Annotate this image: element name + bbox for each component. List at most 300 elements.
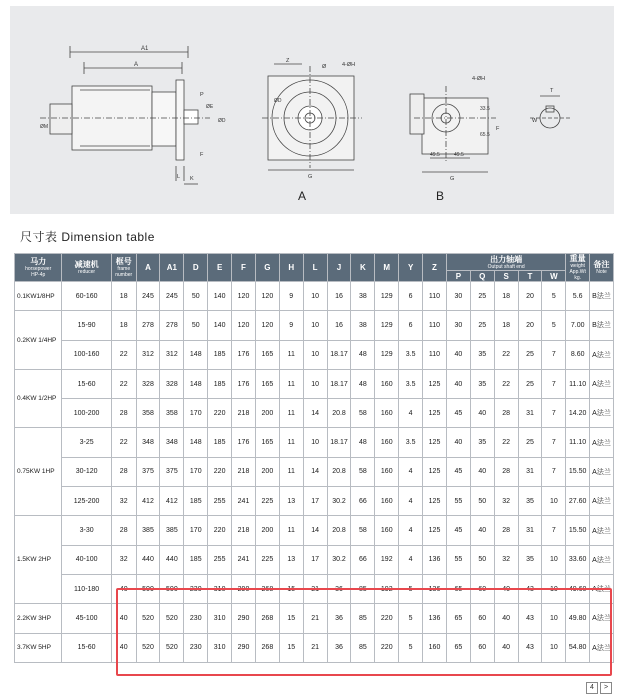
value-cell: 50 xyxy=(184,311,208,340)
col-header-h: H xyxy=(279,254,303,282)
value-cell: 22 xyxy=(494,369,518,398)
value-cell: 165 xyxy=(255,369,279,398)
horsepower-cell: 0.1KW1/8HP xyxy=(15,282,62,311)
dimension-table-wrapper xyxy=(14,253,614,663)
value-cell: 160 xyxy=(375,428,399,457)
table-row xyxy=(15,487,614,516)
frame-cell: 22 xyxy=(111,369,136,398)
value-cell: 14.20 xyxy=(566,399,590,428)
view-label-a: A xyxy=(298,189,307,203)
value-cell: 192 xyxy=(375,574,399,603)
value-cell: 10 xyxy=(542,574,566,603)
value-cell: 25 xyxy=(470,311,494,340)
dim-d: ØD xyxy=(218,118,226,124)
value-cell: 230 xyxy=(184,574,208,603)
note-en: Note xyxy=(596,269,607,275)
col-header-j: J xyxy=(327,254,351,282)
col-header-output-shaft xyxy=(446,254,565,271)
value-cell: 160 xyxy=(375,399,399,428)
value-cell: 13 xyxy=(279,487,303,516)
table-row xyxy=(15,282,614,311)
table-row xyxy=(15,428,614,457)
value-cell: 500 xyxy=(136,574,160,603)
value-cell: 13 xyxy=(279,545,303,574)
value-cell: 25 xyxy=(518,340,542,369)
value-cell: 225 xyxy=(255,487,279,516)
note-cn: 备注 xyxy=(593,260,610,269)
value-cell: 328 xyxy=(136,369,160,398)
value-cell: 7 xyxy=(542,428,566,457)
value-cell: 15.50 xyxy=(566,516,590,545)
value-cell: 200 xyxy=(255,399,279,428)
value-cell: 85 xyxy=(351,604,375,633)
value-cell: B法兰 xyxy=(590,311,614,340)
value-cell: 15 xyxy=(279,604,303,633)
value-cell: 129 xyxy=(375,311,399,340)
col-header-s: S xyxy=(494,271,518,282)
value-cell: 30 xyxy=(446,311,470,340)
value-cell: 21 xyxy=(303,633,327,662)
value-cell: 170 xyxy=(184,457,208,486)
value-cell: 35 xyxy=(518,545,542,574)
value-cell: 4 xyxy=(399,457,423,486)
value-cell: 310 xyxy=(208,633,232,662)
reducer-cell: 45-100 xyxy=(62,604,111,633)
table-row xyxy=(15,633,614,662)
value-cell: 40 xyxy=(470,399,494,428)
value-cell: 110 xyxy=(423,311,447,340)
value-cell: 10 xyxy=(542,604,566,633)
value-cell: 45 xyxy=(446,399,470,428)
value-cell: 290 xyxy=(232,574,256,603)
value-cell: 4 xyxy=(399,545,423,574)
value-cell: 40 xyxy=(446,369,470,398)
value-cell: 18.17 xyxy=(327,428,351,457)
value-cell: 500 xyxy=(160,574,184,603)
value-cell: 38 xyxy=(351,282,375,311)
value-cell: 218 xyxy=(232,516,256,545)
value-cell: 185 xyxy=(208,428,232,457)
value-cell: 125 xyxy=(423,457,447,486)
value-cell: B法兰 xyxy=(590,282,614,311)
value-cell: 7 xyxy=(542,516,566,545)
value-cell: 312 xyxy=(160,340,184,369)
value-cell: 9 xyxy=(279,311,303,340)
value-cell: 10 xyxy=(303,311,327,340)
dim-49-5-left: 49.5 xyxy=(430,152,440,158)
value-cell: 17 xyxy=(303,487,327,516)
value-cell: 32 xyxy=(494,487,518,516)
value-cell: 35 xyxy=(470,369,494,398)
value-cell: 16 xyxy=(327,282,351,311)
value-cell: 66 xyxy=(351,545,375,574)
value-cell: 25 xyxy=(518,428,542,457)
reducer-cell: 110-180 xyxy=(62,574,111,603)
drawing-svg xyxy=(10,6,614,214)
value-cell: 58 xyxy=(351,516,375,545)
reducer-cell: 125-200 xyxy=(62,487,111,516)
value-cell: 40 xyxy=(470,457,494,486)
value-cell: 310 xyxy=(208,604,232,633)
col-header-e: E xyxy=(208,254,232,282)
value-cell: 16 xyxy=(327,311,351,340)
horsepower-unit: HP-4p xyxy=(31,272,46,278)
value-cell: 11 xyxy=(279,457,303,486)
value-cell: 520 xyxy=(160,633,184,662)
dim-f: F xyxy=(200,152,204,158)
value-cell: 22 xyxy=(494,340,518,369)
col-header-k: K xyxy=(351,254,375,282)
value-cell: 43 xyxy=(518,604,542,633)
dim-m: ØM xyxy=(40,124,49,130)
dim-e: ØE xyxy=(206,104,214,110)
value-cell: 40 xyxy=(494,633,518,662)
value-cell: A法兰 xyxy=(590,574,614,603)
value-cell: 10 xyxy=(303,369,327,398)
value-cell: 278 xyxy=(160,311,184,340)
value-cell: 375 xyxy=(160,457,184,486)
value-cell: 9 xyxy=(279,282,303,311)
col-header-note xyxy=(590,254,614,282)
value-cell: 200 xyxy=(255,457,279,486)
value-cell: 358 xyxy=(136,399,160,428)
col-header-g: G xyxy=(255,254,279,282)
value-cell: 185 xyxy=(208,340,232,369)
next-page-button[interactable]: > xyxy=(600,682,612,694)
value-cell: 278 xyxy=(136,311,160,340)
value-cell: 50 xyxy=(470,487,494,516)
value-cell: 38 xyxy=(351,311,375,340)
frame-cell: 18 xyxy=(111,311,136,340)
view-label-b: B xyxy=(436,189,445,203)
value-cell: 55 xyxy=(446,487,470,516)
value-cell: 65 xyxy=(446,574,470,603)
value-cell: 125 xyxy=(423,369,447,398)
col-header-t: T xyxy=(518,271,542,282)
col-header-q: Q xyxy=(470,271,494,282)
value-cell: 220 xyxy=(208,399,232,428)
reducer-cell: 60-160 xyxy=(62,282,111,311)
col-header-horsepower xyxy=(15,254,62,282)
value-cell: 11 xyxy=(279,399,303,428)
value-cell: 3.5 xyxy=(399,369,423,398)
value-cell: 165 xyxy=(255,428,279,457)
value-cell: A法兰 xyxy=(590,369,614,398)
value-cell: 14 xyxy=(303,457,327,486)
flange-face-a xyxy=(262,64,362,170)
value-cell: 185 xyxy=(208,369,232,398)
frame-cell: 32 xyxy=(111,545,136,574)
value-cell: 20.8 xyxy=(327,457,351,486)
value-cell: 35 xyxy=(518,487,542,516)
value-cell: 5.6 xyxy=(566,282,590,311)
col-header-w: W xyxy=(542,271,566,282)
value-cell: 290 xyxy=(232,633,256,662)
value-cell: 125 xyxy=(423,487,447,516)
value-cell: 27.60 xyxy=(566,487,590,516)
value-cell: 58 xyxy=(351,399,375,428)
col-header-m: M xyxy=(375,254,399,282)
dimension-table xyxy=(14,253,614,663)
value-cell: 10 xyxy=(542,487,566,516)
value-cell: 60 xyxy=(470,633,494,662)
frame-cell: 22 xyxy=(111,428,136,457)
value-cell: 11 xyxy=(279,428,303,457)
value-cell: 28 xyxy=(494,457,518,486)
table-row xyxy=(15,574,614,603)
value-cell: 165 xyxy=(255,340,279,369)
value-cell: 218 xyxy=(232,457,256,486)
horsepower-cell: 0.75KW 1HP xyxy=(15,428,62,516)
value-cell: 43 xyxy=(518,574,542,603)
value-cell: 5 xyxy=(542,311,566,340)
value-cell: 36 xyxy=(327,633,351,662)
value-cell: 412 xyxy=(136,487,160,516)
dim-f-b: F xyxy=(496,126,500,132)
value-cell: 30 xyxy=(446,282,470,311)
dim-4h-a: 4-ØH xyxy=(342,62,356,68)
value-cell: 15 xyxy=(279,633,303,662)
dim-a: A xyxy=(134,62,139,68)
table-row xyxy=(15,604,614,633)
value-cell: 5 xyxy=(399,604,423,633)
value-cell: 125 xyxy=(423,399,447,428)
reducer-en: reducer xyxy=(78,269,96,275)
value-cell: 20 xyxy=(518,311,542,340)
value-cell: 22 xyxy=(494,428,518,457)
value-cell: 241 xyxy=(232,545,256,574)
value-cell: 268 xyxy=(255,574,279,603)
value-cell: 48 xyxy=(351,369,375,398)
reducer-cell: 3-30 xyxy=(62,516,111,545)
value-cell: 176 xyxy=(232,369,256,398)
dim-33-5: 33.5 xyxy=(480,106,490,112)
reducer-cell: 15-90 xyxy=(62,311,111,340)
value-cell: 20.8 xyxy=(327,399,351,428)
value-cell: A法兰 xyxy=(590,604,614,633)
value-cell: 4 xyxy=(399,487,423,516)
value-cell: 7 xyxy=(542,399,566,428)
value-cell: 255 xyxy=(208,545,232,574)
col-header-y: Y xyxy=(399,254,423,282)
value-cell: 6 xyxy=(399,282,423,311)
value-cell: 17 xyxy=(303,545,327,574)
dim-z: Z xyxy=(286,58,290,64)
value-cell: 31 xyxy=(518,516,542,545)
dim-g-b: G xyxy=(450,176,455,182)
value-cell: 11 xyxy=(279,369,303,398)
weight-en: weight App.Wt kg. xyxy=(569,263,586,281)
value-cell: 35 xyxy=(470,340,494,369)
value-cell: 49.80 xyxy=(566,604,590,633)
value-cell: 50 xyxy=(470,545,494,574)
col-header-p: P xyxy=(446,271,470,282)
page-number[interactable]: 4 xyxy=(586,682,598,694)
value-cell: 48 xyxy=(351,428,375,457)
horsepower-cn: 马力 xyxy=(30,257,47,266)
value-cell: 136 xyxy=(423,604,447,633)
value-cell: 110 xyxy=(423,340,447,369)
frame-cell: 18 xyxy=(111,282,136,311)
dim-w: W xyxy=(532,118,538,124)
output-cn: 出力轴端 xyxy=(490,254,523,264)
value-cell: 6 xyxy=(399,311,423,340)
value-cell: 40 xyxy=(494,574,518,603)
value-cell: 45 xyxy=(446,457,470,486)
value-cell: 200 xyxy=(255,516,279,545)
value-cell: 7 xyxy=(542,340,566,369)
value-cell: A法兰 xyxy=(590,633,614,662)
value-cell: 18.17 xyxy=(327,369,351,398)
value-cell: 35 xyxy=(470,428,494,457)
value-cell: 170 xyxy=(184,399,208,428)
pager xyxy=(586,682,612,694)
value-cell: 129 xyxy=(375,340,399,369)
value-cell: 21 xyxy=(303,604,327,633)
value-cell: 176 xyxy=(232,340,256,369)
value-cell: A法兰 xyxy=(590,516,614,545)
value-cell: 18 xyxy=(494,311,518,340)
value-cell: 48 xyxy=(351,340,375,369)
value-cell: 220 xyxy=(208,516,232,545)
value-cell: 268 xyxy=(255,604,279,633)
value-cell: 385 xyxy=(160,516,184,545)
value-cell: 412 xyxy=(160,487,184,516)
value-cell: 45 xyxy=(446,516,470,545)
col-header-d: D xyxy=(184,254,208,282)
value-cell: A法兰 xyxy=(590,428,614,457)
value-cell: 348 xyxy=(136,428,160,457)
value-cell: 160 xyxy=(375,457,399,486)
value-cell: 25 xyxy=(470,282,494,311)
value-cell: 185 xyxy=(184,487,208,516)
value-cell: 55 xyxy=(446,545,470,574)
value-cell: 230 xyxy=(184,633,208,662)
section-title: 尺寸表 Dimension table xyxy=(20,230,155,244)
col-header-weight xyxy=(566,254,590,282)
dim-l: L xyxy=(177,174,181,180)
table-row xyxy=(15,311,614,340)
value-cell: 60 xyxy=(470,574,494,603)
table-row xyxy=(15,516,614,545)
horsepower-cell: 1.5KW 2HP xyxy=(15,516,62,604)
value-cell: 21 xyxy=(303,574,327,603)
value-cell: 120 xyxy=(232,282,256,311)
value-cell: 440 xyxy=(136,545,160,574)
horsepower-cell: 2.2KW 3HP xyxy=(15,604,62,633)
value-cell: 18.17 xyxy=(327,340,351,369)
horsepower-cell: 0.2KW 1/4HP xyxy=(15,311,62,370)
value-cell: 31 xyxy=(518,457,542,486)
value-cell: 4 xyxy=(399,516,423,545)
frame-cell: 40 xyxy=(111,633,136,662)
dim-49-5-right: 49.5 xyxy=(454,152,464,158)
horsepower-cell: 0.4KW 1/2HP xyxy=(15,369,62,428)
reducer-cell: 15-60 xyxy=(62,369,111,398)
flange-face-b xyxy=(410,86,496,172)
value-cell: 8.60 xyxy=(566,340,590,369)
value-cell: 160 xyxy=(375,516,399,545)
value-cell: 440 xyxy=(160,545,184,574)
value-cell: 192 xyxy=(375,545,399,574)
value-cell: A法兰 xyxy=(590,340,614,369)
value-cell: 7 xyxy=(542,369,566,398)
value-cell: 40 xyxy=(446,428,470,457)
value-cell: 32 xyxy=(494,545,518,574)
value-cell: 49.60 xyxy=(566,574,590,603)
table-header-row-1 xyxy=(15,254,614,271)
value-cell: 40 xyxy=(494,604,518,633)
value-cell: 230 xyxy=(184,604,208,633)
col-header-a: A xyxy=(136,254,160,282)
value-cell: 148 xyxy=(184,340,208,369)
value-cell: 10 xyxy=(303,428,327,457)
value-cell: 245 xyxy=(136,282,160,311)
value-cell: 120 xyxy=(232,311,256,340)
value-cell: 36 xyxy=(327,604,351,633)
frame-cell: 28 xyxy=(111,516,136,545)
reducer-cell: 100-200 xyxy=(62,399,111,428)
value-cell: 241 xyxy=(232,487,256,516)
value-cell: 328 xyxy=(160,369,184,398)
output-en: Output shaft end xyxy=(487,263,525,270)
reducer-cell: 30-120 xyxy=(62,457,111,486)
value-cell: 11 xyxy=(279,340,303,369)
table-row xyxy=(15,545,614,574)
value-cell: A法兰 xyxy=(590,457,614,486)
value-cell: 140 xyxy=(208,311,232,340)
value-cell: 40 xyxy=(470,516,494,545)
value-cell: 160 xyxy=(375,369,399,398)
value-cell: 30.2 xyxy=(327,545,351,574)
value-cell: 255 xyxy=(208,487,232,516)
value-cell: 5 xyxy=(399,633,423,662)
reducer-cn: 减速机 xyxy=(74,260,99,269)
value-cell: 218 xyxy=(232,399,256,428)
frame-cn: 框号 xyxy=(115,257,132,266)
weight-cn: 重量 xyxy=(569,254,586,263)
value-cell: 125 xyxy=(423,428,447,457)
value-cell: 10 xyxy=(303,340,327,369)
col-header-reducer xyxy=(62,254,111,282)
value-cell: 14 xyxy=(303,516,327,545)
value-cell: A法兰 xyxy=(590,487,614,516)
value-cell: 85 xyxy=(351,574,375,603)
value-cell: 40 xyxy=(446,340,470,369)
value-cell: 30.2 xyxy=(327,487,351,516)
value-cell: 43 xyxy=(518,633,542,662)
value-cell: 220 xyxy=(208,457,232,486)
horsepower-cell: 3.7KW 5HP xyxy=(15,633,62,662)
value-cell: 65 xyxy=(446,633,470,662)
frame-en: frame number xyxy=(115,266,133,278)
value-cell: 310 xyxy=(208,574,232,603)
frame-cell: 40 xyxy=(111,604,136,633)
value-cell: 11.10 xyxy=(566,369,590,398)
value-cell: 290 xyxy=(232,604,256,633)
value-cell: 120 xyxy=(255,311,279,340)
dim-d-a: ØD xyxy=(274,98,282,104)
value-cell: 50 xyxy=(184,282,208,311)
value-cell: 3.5 xyxy=(399,340,423,369)
value-cell: 58 xyxy=(351,457,375,486)
value-cell: 136 xyxy=(423,545,447,574)
value-cell: 148 xyxy=(184,369,208,398)
reducer-cell: 3-25 xyxy=(62,428,111,457)
value-cell: 15.50 xyxy=(566,457,590,486)
dim-k: K xyxy=(190,176,194,182)
value-cell: 10 xyxy=(303,282,327,311)
